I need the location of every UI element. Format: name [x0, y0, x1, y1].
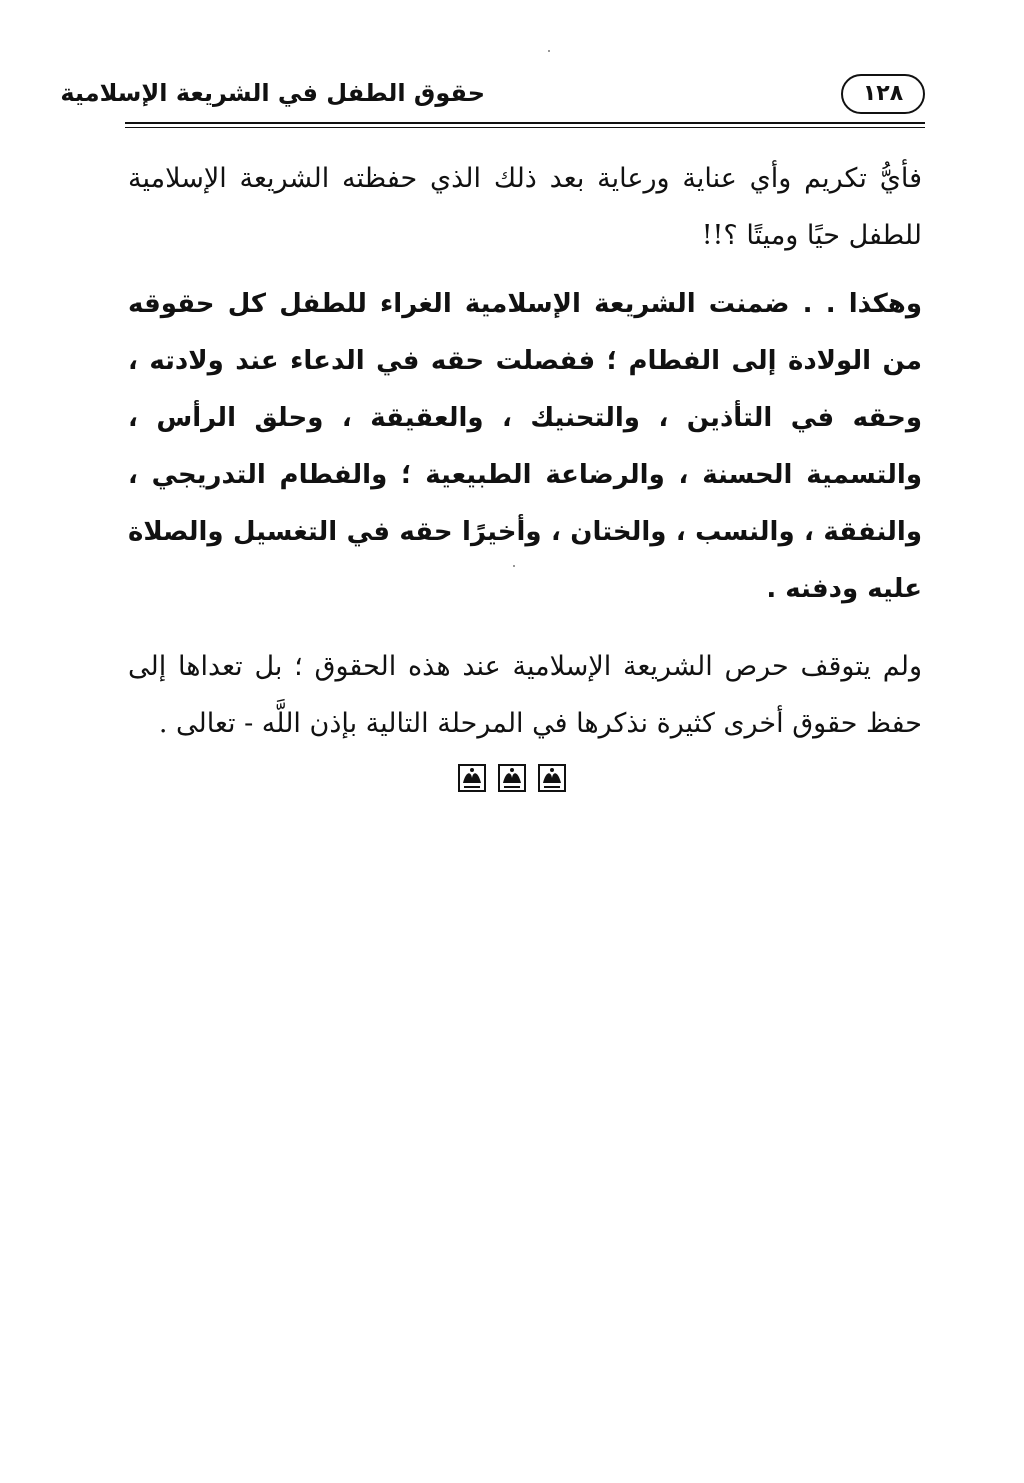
ornament-icon [497, 763, 527, 793]
section-separator [0, 763, 1024, 797]
ornament-icon [457, 763, 487, 793]
header-rule-thick [125, 122, 925, 124]
page-body [128, 150, 922, 752]
scan-speck [548, 50, 550, 52]
scan-speck [513, 565, 515, 567]
ornament-icon [537, 763, 567, 793]
paragraph-summary: وهكذا . . ضمنت الشريعة الإسلامية الغراء للطفل كل حقوقه من الولادة إلى الفطام ؛ ففصلت حقه في الدعاء عند ولادته ، وحقه في التأذين ، والتحنيك ، والعقيقة ، وحلق الرأس ، والتسمية الحسنة ، والرضاعة الطبيعية ؛ والفطام التدريجي ، والنفقة ، والنسب ، والختان ، وأخيرًا حقه في التغسيل والصلاة عليه ودفنه . [128, 289, 922, 604]
page-header [60, 68, 925, 124]
paragraph-transition: ولم يتوقف حرص الشريعة الإسلامية عند هذه الحقوق ؛ بل تعداها إلى حفظ حقوق أخرى كثيرة نذكرها في المرحلة التالية بإذن اللَّه - تعالى . [128, 651, 922, 739]
page-number: ١٢٨ [841, 74, 925, 114]
paragraph-closing-question: فأيُّ تكريم وأي عناية ورعاية بعد ذلك الذي حفظته الشريعة الإسلامية للطفل حيًا وميتًا ؟!! [128, 163, 922, 251]
running-title: حقوق الطفل في الشريعة الإسلامية [60, 79, 485, 107]
header-rule-thin [125, 127, 925, 128]
